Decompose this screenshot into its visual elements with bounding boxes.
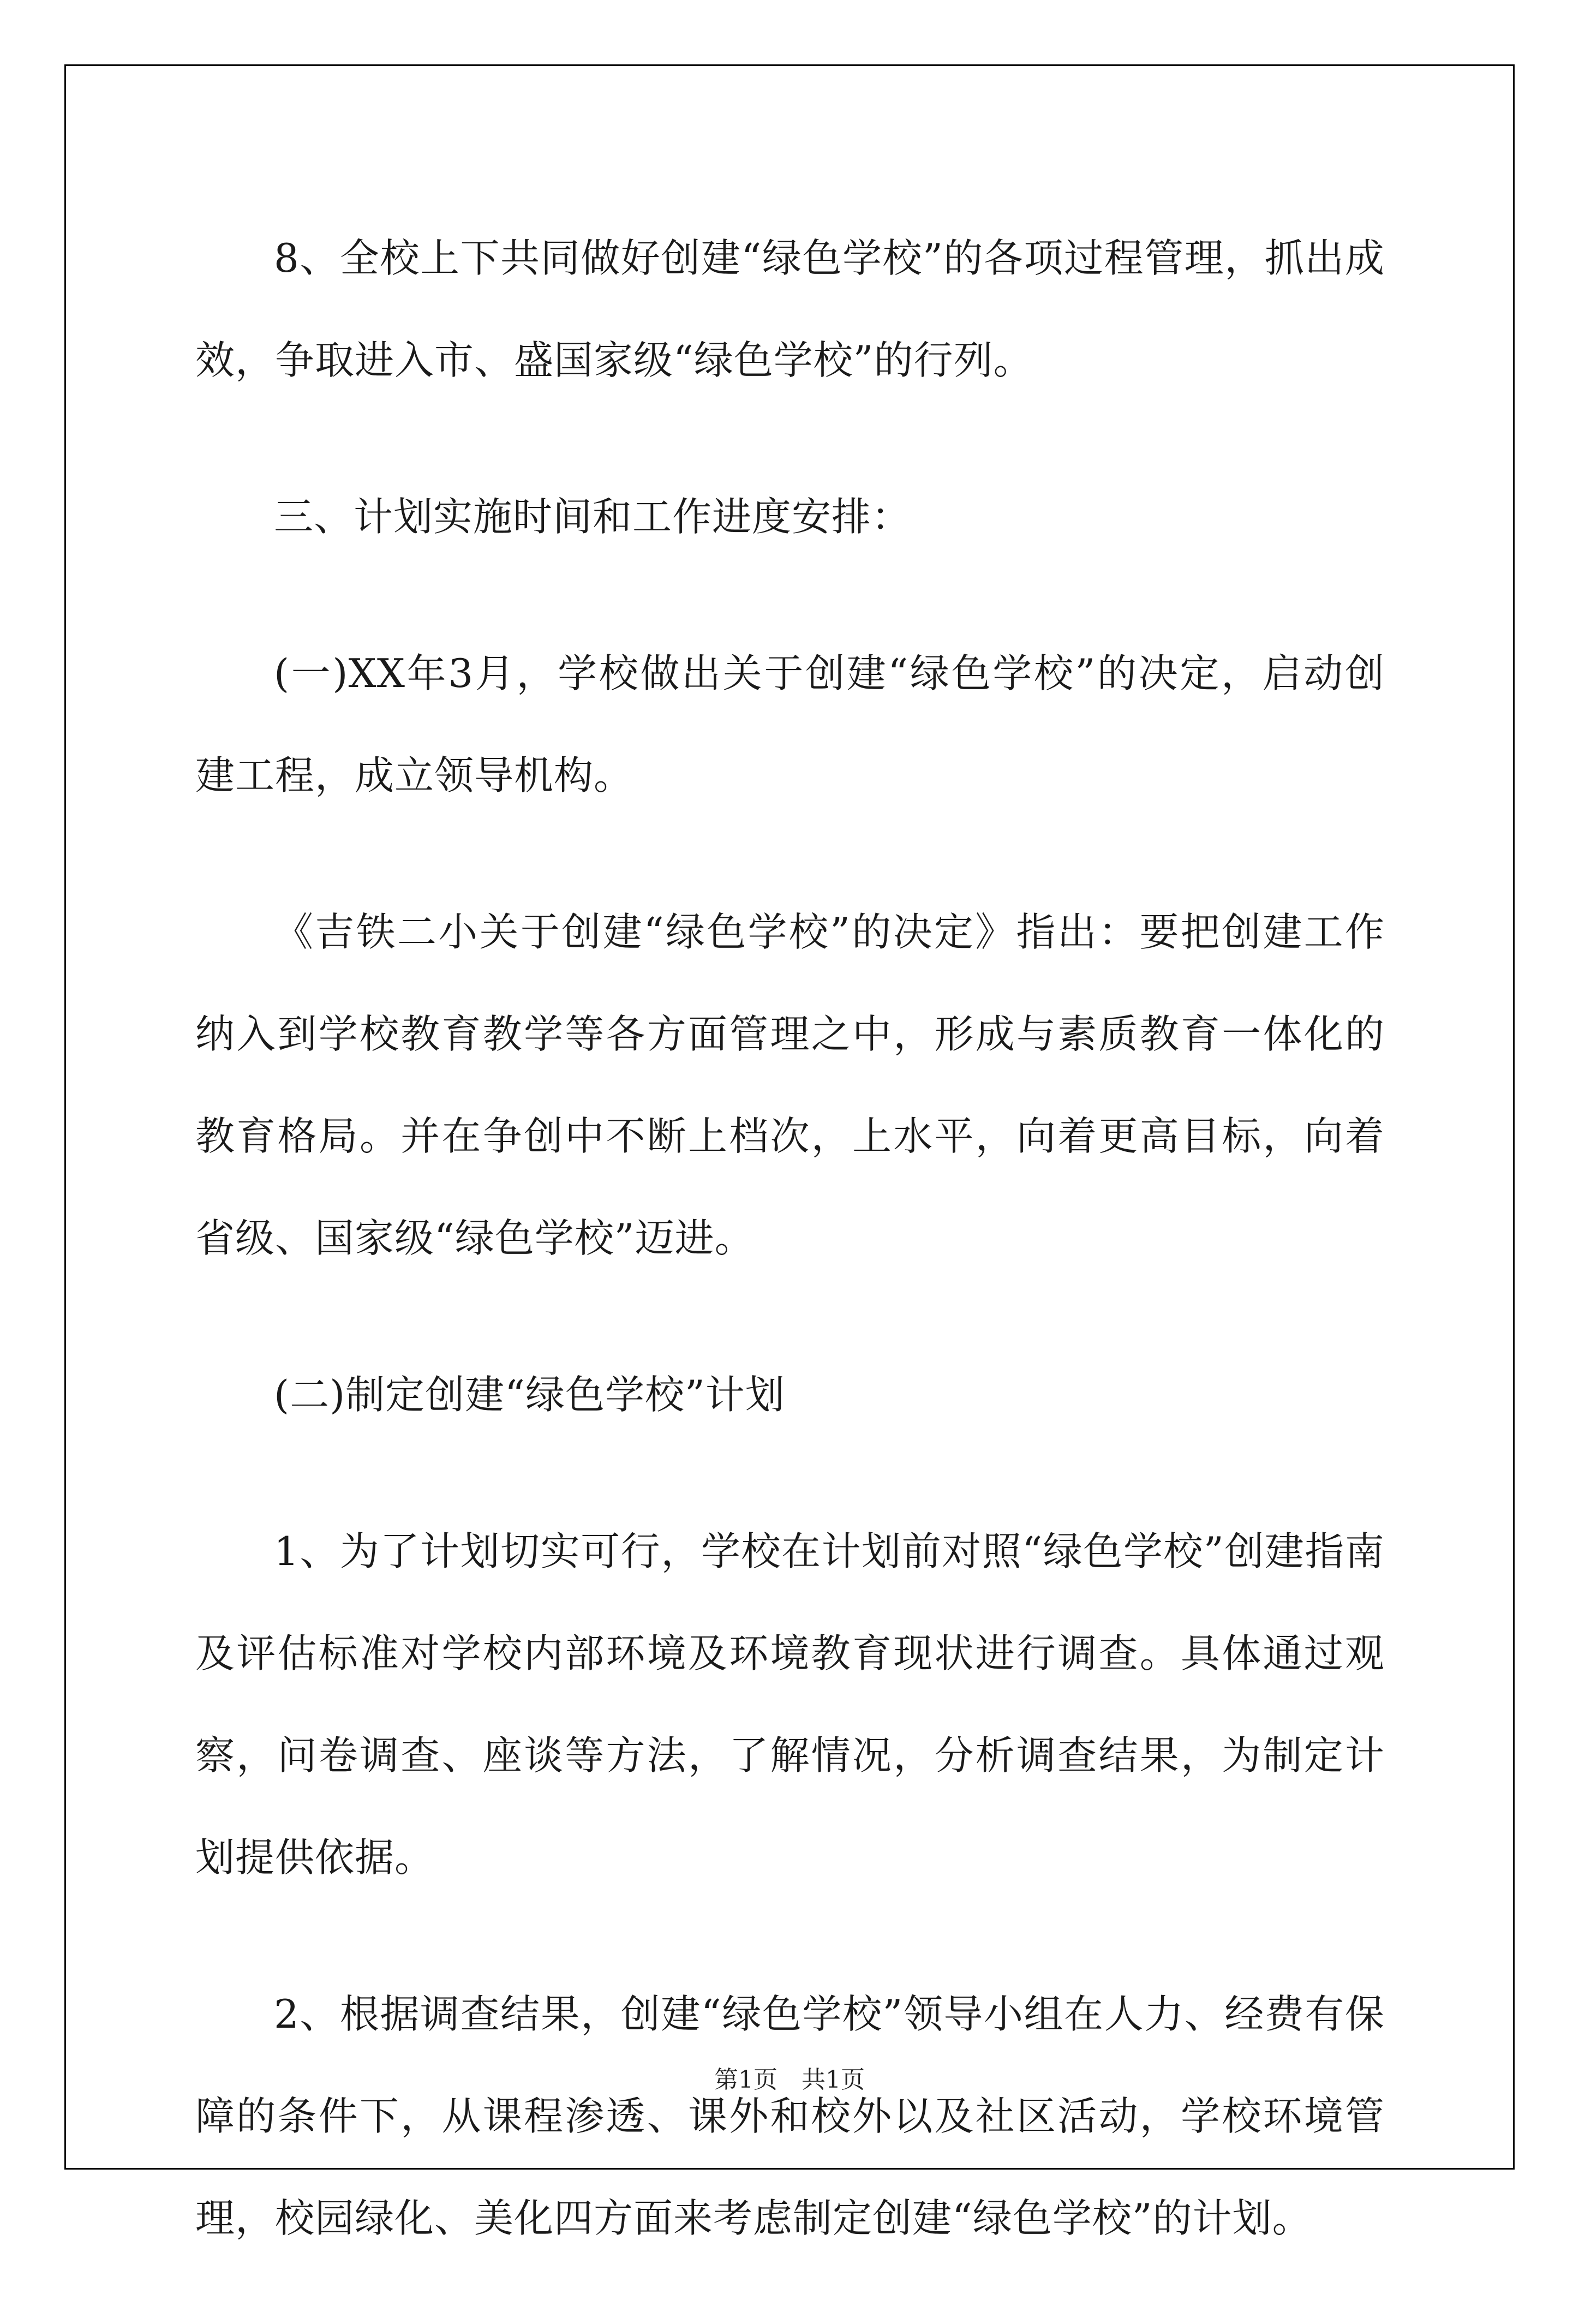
document-body [195,207,1385,2324]
paragraph-step-2: (二)制定创建“绿色学校”计划 [274,1372,785,1418]
page-footer: 第1页 共1页 [714,2066,865,2094]
paragraph-item-8: 8、全校上下共同做好创建“绿色学校”的各项过程管理，抓出成效，争取进入市、盛国家级“绿色学校”的行列。 [195,235,1385,383]
paragraph-decision: 《吉铁二小关于创建“绿色学校”的决定》指出：要把创建工作纳入到学校教育教学等各方面管理之中，形成与素质教育一体化的教育格局。并在争创中不断上档次，上水平，向着更高目标，向着省级、国家级“绿色学校”迈进。 [195,909,1385,1261]
section-heading-schedule: 三、计划实施时间和工作进度安排： [274,494,912,540]
paragraph-survey: 1、为了计划切实可行，学校在计划前对照“绿色学校”创建指南及评估标准对学校内部环境及环境教育现状进行调查。具体通过观察，问卷调查、座谈等方法，了解情况，分析调查结果，为制定计划提供依据。 [195,1528,1385,1880]
paragraph-plan: 2、根据调查结果，创建“绿色学校”领导小组在人力、经费有保障的条件下，从课程渗透、课外和校外以及社区活动，学校环境管理，校园绿化、美化四方面来考虑制定创建“绿色学校”的计划。 [195,1991,1385,2241]
paragraph-step-1: (一)XX年3月，学校做出关于创建“绿色学校”的决定，启动创建工程，成立领导机构。 [195,650,1385,798]
